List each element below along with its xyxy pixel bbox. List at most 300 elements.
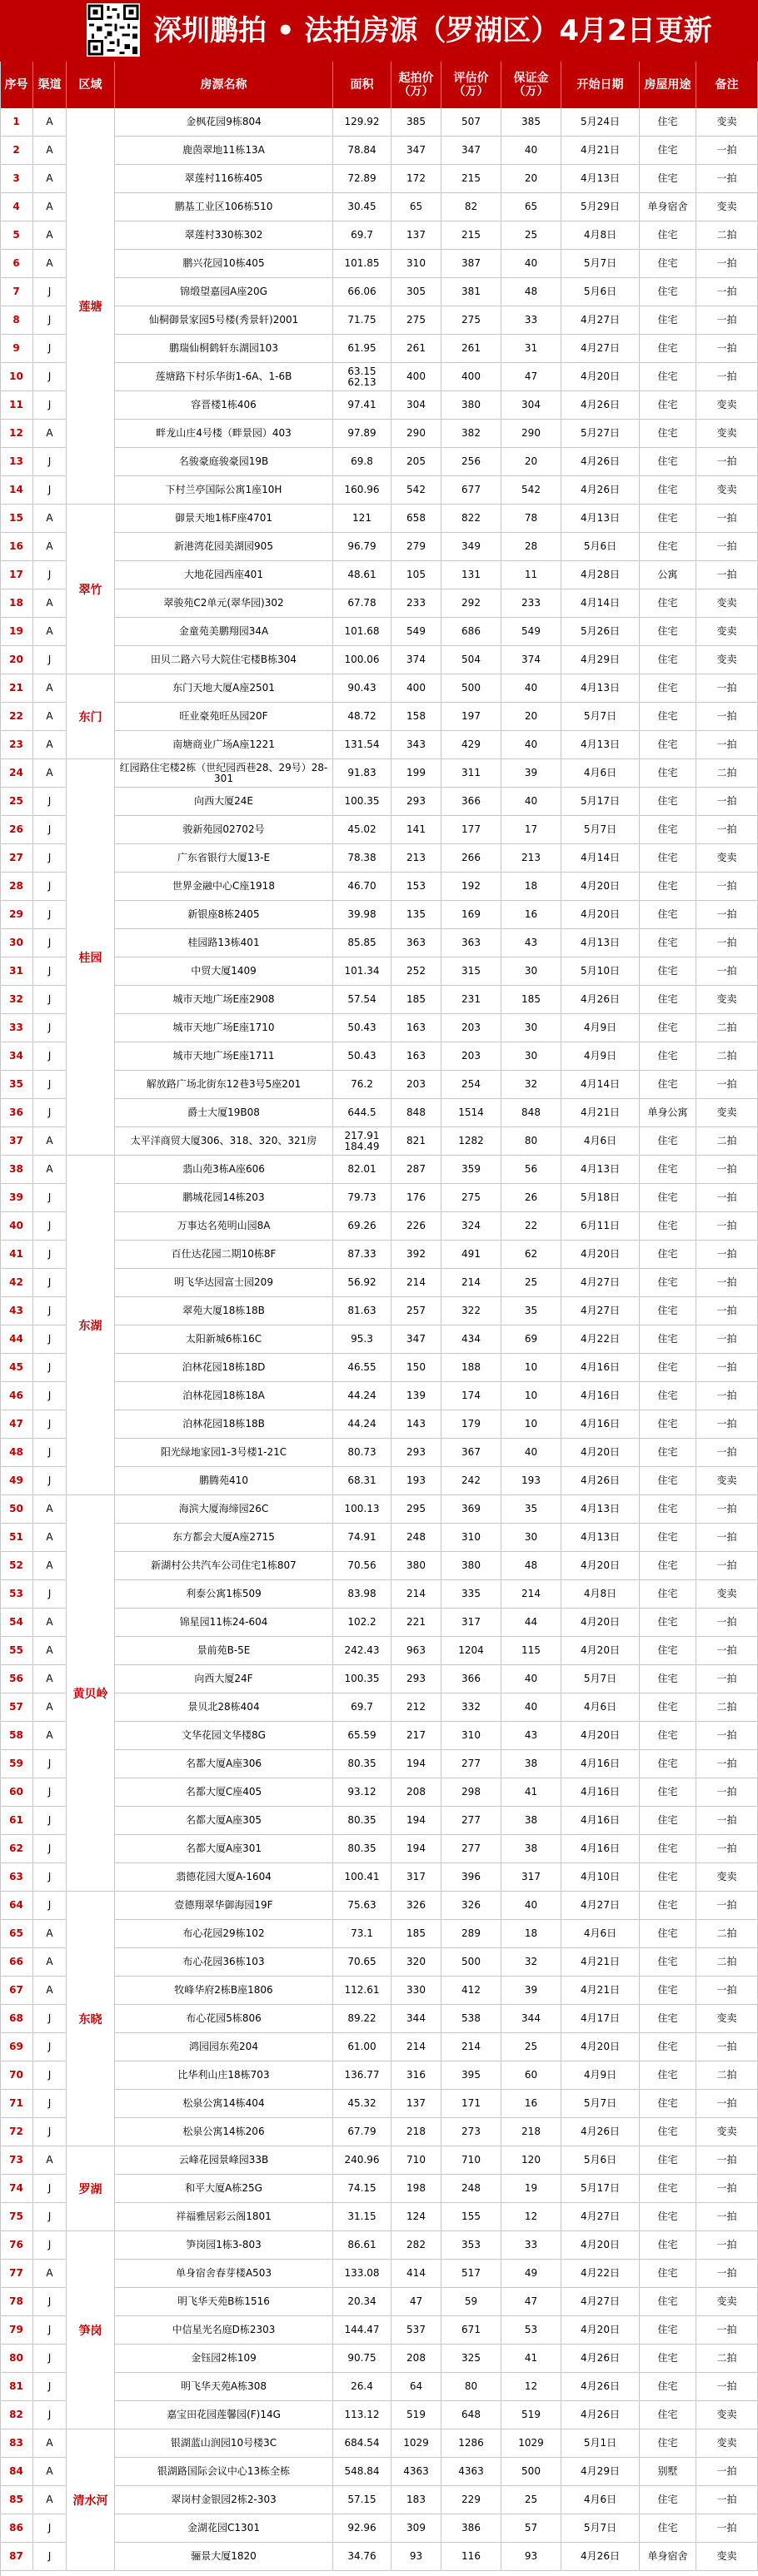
cell-area: 80.35 [333, 1807, 391, 1835]
cell-start-price: 293 [391, 788, 441, 816]
cell-area: 56.92 [333, 1269, 391, 1297]
cell-name: 广东省银行大厦13-E [115, 844, 333, 873]
cell-channel: J [33, 1212, 67, 1241]
cell-deposit: 49 [501, 2260, 561, 2288]
cell-appraisal: 381 [441, 278, 501, 306]
cell-deposit: 19 [501, 2175, 561, 2203]
cell-start-date: 4月20日 [561, 2231, 640, 2260]
cell-usage: 住宅 [640, 1750, 696, 1778]
cell-area: 39.98 [333, 901, 391, 929]
cell-name: 城市天地广场E座2908 [115, 986, 333, 1014]
cell-no: 53 [0, 1580, 33, 1609]
cell-start-price: 143 [391, 1410, 441, 1439]
cell-area: 121 [333, 505, 391, 533]
cell-area: 48.72 [333, 703, 391, 731]
cell-note: 一拍 [696, 1524, 758, 1552]
cell-usage: 住宅 [640, 1156, 696, 1184]
cell-no: 68 [0, 2005, 33, 2033]
cell-area: 144.47 [333, 2316, 391, 2345]
cell-start-price: 194 [391, 1835, 441, 1863]
cell-start-price: 4363 [391, 2458, 441, 2486]
cell-name: 城市天地广场E座1710 [115, 1014, 333, 1042]
cell-appraisal: 326 [441, 1892, 501, 1920]
cell-deposit: 549 [501, 618, 561, 646]
cell-note: 一拍 [696, 1410, 758, 1439]
cell-area: 240.96 [333, 2146, 391, 2175]
cell-usage: 住宅 [640, 2401, 696, 2429]
cell-area: 65.59 [333, 1722, 391, 1750]
cell-start-date: 4月13日 [561, 731, 640, 759]
cell-usage: 住宅 [640, 1665, 696, 1693]
cell-deposit: 80 [501, 1127, 561, 1156]
cell-usage: 住宅 [640, 2005, 696, 2033]
cell-start-date: 4月20日 [561, 1609, 640, 1637]
cell-name: 鹿茵翠地11栋13A [115, 137, 333, 165]
cell-note: 一拍 [696, 2316, 758, 2345]
cell-start-date: 4月13日 [561, 929, 640, 957]
cell-deposit: 60 [501, 2061, 561, 2090]
cell-area: 87.33 [333, 1241, 391, 1269]
cell-note: 一拍 [696, 1892, 758, 1920]
cell-no: 75 [0, 2203, 33, 2231]
cell-appraisal: 254 [441, 1071, 501, 1099]
cell-area: 69.7 [333, 221, 391, 250]
cell-start-date: 4月13日 [561, 674, 640, 703]
cell-channel: J [33, 476, 67, 505]
cell-area: 81.63 [333, 1297, 391, 1325]
cell-deposit: 78 [501, 505, 561, 533]
cell-start-date: 4月14日 [561, 1071, 640, 1099]
cell-appraisal: 353 [441, 2231, 501, 2260]
cell-name: 东方都会大厦A座2715 [115, 1524, 333, 1552]
cell-appraisal: 1282 [441, 1127, 501, 1156]
cell-note: 一拍 [696, 1439, 758, 1467]
cell-appraisal: 500 [441, 1948, 501, 1977]
district-cell: 东晓 [67, 1892, 115, 2146]
cell-no: 34 [0, 1042, 33, 1071]
cell-start-price: 214 [391, 2033, 441, 2061]
cell-name: 翠骏苑C2单元(翠华园)302 [115, 589, 333, 618]
district-cell: 东门 [67, 674, 115, 759]
cell-area: 69.7 [333, 1693, 391, 1722]
cell-note: 变卖 [696, 2118, 758, 2146]
cell-note: 一拍 [696, 250, 758, 278]
cell-start-date: 4月27日 [561, 1892, 640, 1920]
cell-start-date: 4月21日 [561, 1948, 640, 1977]
cell-appraisal: 169 [441, 901, 501, 929]
cell-channel: A [33, 250, 67, 278]
cell-start-price: 1029 [391, 2429, 441, 2458]
cell-area: 71.75 [333, 306, 391, 335]
cell-appraisal: 82 [441, 193, 501, 221]
cell-area: 50.43 [333, 1042, 391, 1071]
cell-no: 15 [0, 505, 33, 533]
cell-name: 太阳新城6栋16C [115, 1325, 333, 1354]
cell-deposit: 16 [501, 901, 561, 929]
cell-note: 二拍 [696, 1042, 758, 1071]
cell-usage: 住宅 [640, 278, 696, 306]
cell-area: 80.35 [333, 1750, 391, 1778]
cell-note: 一拍 [696, 448, 758, 476]
cell-start-price: 310 [391, 250, 441, 278]
cell-area: 83.98 [333, 1580, 391, 1609]
cell-no: 73 [0, 2146, 33, 2175]
cell-usage: 住宅 [640, 589, 696, 618]
cell-channel: A [33, 420, 67, 448]
cell-no: 40 [0, 1212, 33, 1241]
cell-note: 一拍 [696, 1241, 758, 1269]
cell-area: 85.85 [333, 929, 391, 957]
cell-channel: J [33, 1807, 67, 1835]
cell-note: 变卖 [696, 1099, 758, 1127]
cell-appraisal: 366 [441, 1665, 501, 1693]
cell-area: 76.2 [333, 1071, 391, 1099]
cell-note: 一拍 [696, 674, 758, 703]
cell-channel: J [33, 2514, 67, 2543]
cell-channel: J [33, 363, 67, 391]
cell-usage: 住宅 [640, 1977, 696, 2005]
cell-deposit: 40 [501, 731, 561, 759]
cell-usage: 住宅 [640, 1071, 696, 1099]
cell-name: 单身宿舍春芽楼A503 [115, 2260, 333, 2288]
cell-appraisal: 347 [441, 137, 501, 165]
cell-usage: 住宅 [640, 1467, 696, 1495]
cell-area: 95.3 [333, 1325, 391, 1354]
cell-channel: J [33, 1835, 67, 1863]
cell-appraisal: 671 [441, 2316, 501, 2345]
cell-note: 一拍 [696, 2514, 758, 2543]
cell-area: 57.15 [333, 2486, 391, 2514]
cell-usage: 住宅 [640, 306, 696, 335]
cell-start-date: 4月14日 [561, 589, 640, 618]
cell-name: 东门天地大厦A座2501 [115, 674, 333, 703]
cell-name: 明飞华天苑B栋1516 [115, 2288, 333, 2316]
cell-start-price: 347 [391, 1325, 441, 1354]
cell-area: 67.78 [333, 589, 391, 618]
col-header-deposit: 保证金（万） [501, 62, 561, 108]
cell-appraisal: 248 [441, 2175, 501, 2203]
cell-area: 78.38 [333, 844, 391, 873]
cell-usage: 住宅 [640, 2316, 696, 2345]
cell-start-price: 257 [391, 1297, 441, 1325]
cell-start-price: 519 [391, 2401, 441, 2429]
cell-deposit: 56 [501, 1156, 561, 1184]
cell-start-price: 47 [391, 2288, 441, 2316]
cell-usage: 住宅 [640, 986, 696, 1014]
cell-name: 旺业豪苑旺丛园20F [115, 703, 333, 731]
cell-deposit: 28 [501, 533, 561, 561]
cell-name: 世界金融中心C座1918 [115, 873, 333, 901]
cell-channel: A [33, 1722, 67, 1750]
cell-usage: 住宅 [640, 2203, 696, 2231]
cell-no: 30 [0, 929, 33, 957]
cell-start-date: 5月6日 [561, 2146, 640, 2175]
cell-channel: J [33, 1099, 67, 1127]
cell-start-price: 347 [391, 137, 441, 165]
cell-note: 一拍 [696, 1835, 758, 1863]
cell-usage: 住宅 [640, 1354, 696, 1382]
cell-name: 大地花园西座401 [115, 561, 333, 589]
cell-no: 20 [0, 646, 33, 674]
district-cell: 莲塘 [67, 108, 115, 505]
cell-name: 御景天地1栋F座4701 [115, 505, 333, 533]
cell-start-price: 261 [391, 335, 441, 363]
cell-deposit: 18 [501, 1920, 561, 1948]
cell-appraisal: 214 [441, 2033, 501, 2061]
cell-usage: 住宅 [640, 1524, 696, 1552]
cell-start-date: 4月6日 [561, 1693, 640, 1722]
cell-no: 60 [0, 1778, 33, 1807]
cell-note: 一拍 [696, 1071, 758, 1099]
cell-area: 69.26 [333, 1212, 391, 1241]
cell-no: 32 [0, 986, 33, 1014]
cell-note: 一拍 [696, 2146, 758, 2175]
cell-start-price: 218 [391, 2118, 441, 2146]
cell-no: 31 [0, 957, 33, 986]
cell-start-price: 212 [391, 1693, 441, 1722]
cell-no: 62 [0, 1835, 33, 1863]
cell-appraisal: 1514 [441, 1099, 501, 1127]
cell-note: 一拍 [696, 505, 758, 533]
cell-deposit: 30 [501, 1042, 561, 1071]
cell-appraisal: 412 [441, 1977, 501, 2005]
cell-start-date: 4月21日 [561, 1099, 640, 1127]
cell-channel: J [33, 1042, 67, 1071]
cell-appraisal: 192 [441, 873, 501, 901]
cell-start-date: 5月10日 [561, 957, 640, 986]
cell-no: 14 [0, 476, 33, 505]
cell-no: 23 [0, 731, 33, 759]
cell-name: 牧峰华府2栋B座1806 [115, 1977, 333, 2005]
cell-start-price: 176 [391, 1184, 441, 1212]
cell-usage: 住宅 [640, 1325, 696, 1354]
cell-start-date: 5月26日 [561, 618, 640, 646]
cell-deposit: 25 [501, 2033, 561, 2061]
cell-channel: J [33, 2118, 67, 2146]
cell-note: 一拍 [696, 278, 758, 306]
table-header [0, 62, 758, 108]
cell-start-date: 4月9日 [561, 2061, 640, 2090]
cell-note: 一拍 [696, 929, 758, 957]
cell-appraisal: 504 [441, 646, 501, 674]
cell-usage: 住宅 [640, 1439, 696, 1467]
cell-appraisal: 710 [441, 2146, 501, 2175]
cell-name: 中信星光名庭D栋2303 [115, 2316, 333, 2345]
cell-start-date: 4月26日 [561, 1467, 640, 1495]
cell-no: 76 [0, 2231, 33, 2260]
cell-start-date: 4月20日 [561, 1439, 640, 1467]
cell-usage: 住宅 [640, 1410, 696, 1439]
cell-appraisal: 275 [441, 1184, 501, 1212]
cell-name: 金枫花园9栋804 [115, 108, 333, 137]
cell-start-price: 208 [391, 1778, 441, 1807]
cell-usage: 住宅 [640, 1382, 696, 1410]
cell-name: 骊景大厦1820 [115, 2543, 333, 2571]
cell-start-price: 549 [391, 618, 441, 646]
col-header-start-price: 起拍价（万） [391, 62, 441, 108]
cell-note: 一拍 [696, 816, 758, 844]
cell-channel: J [33, 306, 67, 335]
cell-area: 20.34 [333, 2288, 391, 2316]
cell-channel: J [33, 646, 67, 674]
cell-area: 70.56 [333, 1552, 391, 1580]
cell-channel: A [33, 533, 67, 561]
cell-start-date: 4月6日 [561, 1127, 640, 1156]
cell-note: 变卖 [696, 1863, 758, 1892]
cell-usage: 住宅 [640, 2146, 696, 2175]
cell-deposit: 32 [501, 1948, 561, 1977]
cell-deposit: 120 [501, 2146, 561, 2175]
cell-note: 一拍 [696, 957, 758, 986]
cell-name: 祥福雅居彩云阁1801 [115, 2203, 333, 2231]
cell-start-date: 5月7日 [561, 816, 640, 844]
cell-name: 太平洋商贸大厦306、318、320、321房 [115, 1127, 333, 1156]
cell-no: 84 [0, 2458, 33, 2486]
cell-name: 中贸大厦1409 [115, 957, 333, 986]
cell-name: 翠莲村330栋302 [115, 221, 333, 250]
cell-start-date: 4月14日 [561, 844, 640, 873]
cell-deposit: 31 [501, 335, 561, 363]
cell-usage: 住宅 [640, 2061, 696, 2090]
cell-name: 桂园路13栋401 [115, 929, 333, 957]
cell-channel: J [33, 2033, 67, 2061]
cell-note: 变卖 [696, 1467, 758, 1495]
cell-usage: 住宅 [640, 2288, 696, 2316]
cell-no: 50 [0, 1495, 33, 1524]
cell-area: 30.45 [333, 193, 391, 221]
cell-usage: 住宅 [640, 1722, 696, 1750]
cell-deposit: 20 [501, 165, 561, 193]
cell-start-price: 293 [391, 1439, 441, 1467]
cell-note: 一拍 [696, 1609, 758, 1637]
cell-name: 翠莲村116栋405 [115, 165, 333, 193]
cell-deposit: 30 [501, 957, 561, 986]
cell-note: 一拍 [696, 1269, 758, 1297]
cell-area: 96.79 [333, 533, 391, 561]
cell-name: 红园路住宅楼2栋（世纪园西巷28、29号）28-301 [115, 759, 333, 788]
cell-appraisal: 507 [441, 108, 501, 137]
cell-area: 129.92 [333, 108, 391, 137]
cell-start-price: 414 [391, 2260, 441, 2288]
cell-start-date: 5月1日 [561, 2429, 640, 2458]
cell-deposit: 18 [501, 873, 561, 901]
cell-channel: A [33, 759, 67, 788]
cell-deposit: 40 [501, 1892, 561, 1920]
cell-usage: 住宅 [640, 1269, 696, 1297]
cell-channel: J [33, 1410, 67, 1439]
cell-appraisal: 242 [441, 1467, 501, 1495]
cell-usage: 住宅 [640, 391, 696, 420]
cell-area: 89.22 [333, 2005, 391, 2033]
cell-appraisal: 116 [441, 2543, 501, 2571]
cell-deposit: 115 [501, 1637, 561, 1665]
cell-appraisal: 131 [441, 561, 501, 589]
cell-appraisal: 266 [441, 844, 501, 873]
cell-start-price: 400 [391, 674, 441, 703]
cell-start-date: 5月7日 [561, 1665, 640, 1693]
cell-note: 一拍 [696, 1807, 758, 1835]
cell-start-price: 217 [391, 1722, 441, 1750]
cell-start-date: 4月16日 [561, 1835, 640, 1863]
cell-usage: 住宅 [640, 901, 696, 929]
cell-no: 43 [0, 1297, 33, 1325]
cell-deposit: 214 [501, 1580, 561, 1609]
cell-note: 一拍 [696, 1637, 758, 1665]
cell-start-date: 4月16日 [561, 1354, 640, 1382]
cell-appraisal: 366 [441, 788, 501, 816]
cell-channel: A [33, 2429, 67, 2458]
cell-note: 变卖 [696, 986, 758, 1014]
cell-note: 变卖 [696, 2288, 758, 2316]
cell-name: 金湖花园C1301 [115, 2514, 333, 2543]
cell-deposit: 38 [501, 1807, 561, 1835]
cell-area: 45.02 [333, 816, 391, 844]
cell-usage: 住宅 [640, 335, 696, 363]
cell-channel: J [33, 1241, 67, 1269]
cell-no: 16 [0, 533, 33, 561]
cell-start-price: 821 [391, 1127, 441, 1156]
cell-no: 55 [0, 1637, 33, 1665]
cell-start-price: 208 [391, 2345, 441, 2373]
cell-no: 27 [0, 844, 33, 873]
cell-no: 39 [0, 1184, 33, 1212]
cell-usage: 住宅 [640, 844, 696, 873]
cell-no: 46 [0, 1382, 33, 1410]
cell-area: 57.54 [333, 986, 391, 1014]
cell-no: 86 [0, 2514, 33, 2543]
cell-note: 一拍 [696, 363, 758, 391]
cell-start-date: 4月6日 [561, 1920, 640, 1948]
col-header-district: 区域 [67, 62, 115, 108]
cell-name: 松泉公寓14栋206 [115, 2118, 333, 2146]
cell-no: 48 [0, 1439, 33, 1467]
cell-start-date: 4月20日 [561, 901, 640, 929]
cell-name: 新银座8栋2405 [115, 901, 333, 929]
cell-start-price: 330 [391, 1977, 441, 2005]
cell-start-price: 658 [391, 505, 441, 533]
cell-appraisal: 214 [441, 1269, 501, 1297]
cell-appraisal: 369 [441, 1495, 501, 1524]
cell-deposit: 304 [501, 391, 561, 420]
cell-start-price: 172 [391, 165, 441, 193]
cell-appraisal: 277 [441, 1807, 501, 1835]
cell-name: 比华利山庄18栋703 [115, 2061, 333, 2090]
cell-area: 79.73 [333, 1184, 391, 1212]
cell-deposit: 25 [501, 1269, 561, 1297]
cell-area: 90.75 [333, 2345, 391, 2373]
cell-usage: 住宅 [640, 448, 696, 476]
cell-start-price: 183 [391, 2486, 441, 2514]
cell-name: 金钰园2栋109 [115, 2345, 333, 2373]
cell-start-date: 4月26日 [561, 986, 640, 1014]
cell-note: 一拍 [696, 1977, 758, 2005]
cell-channel: A [33, 1495, 67, 1524]
cell-name: 鹏基工业区106栋510 [115, 193, 333, 221]
cell-usage: 住宅 [640, 1184, 696, 1212]
cell-no: 21 [0, 674, 33, 703]
cell-start-price: 304 [391, 391, 441, 420]
cell-usage: 住宅 [640, 2429, 696, 2458]
cell-usage: 住宅 [640, 2486, 696, 2514]
cell-start-date: 4月8日 [561, 221, 640, 250]
cell-channel: J [33, 1778, 67, 1807]
cell-appraisal: 155 [441, 2203, 501, 2231]
cell-start-date: 4月16日 [561, 1382, 640, 1410]
cell-area: 217.91 184.49 [333, 1127, 391, 1156]
cell-note: 一拍 [696, 1297, 758, 1325]
cell-start-price: 392 [391, 1241, 441, 1269]
cell-start-date: 4月22日 [561, 2260, 640, 2288]
